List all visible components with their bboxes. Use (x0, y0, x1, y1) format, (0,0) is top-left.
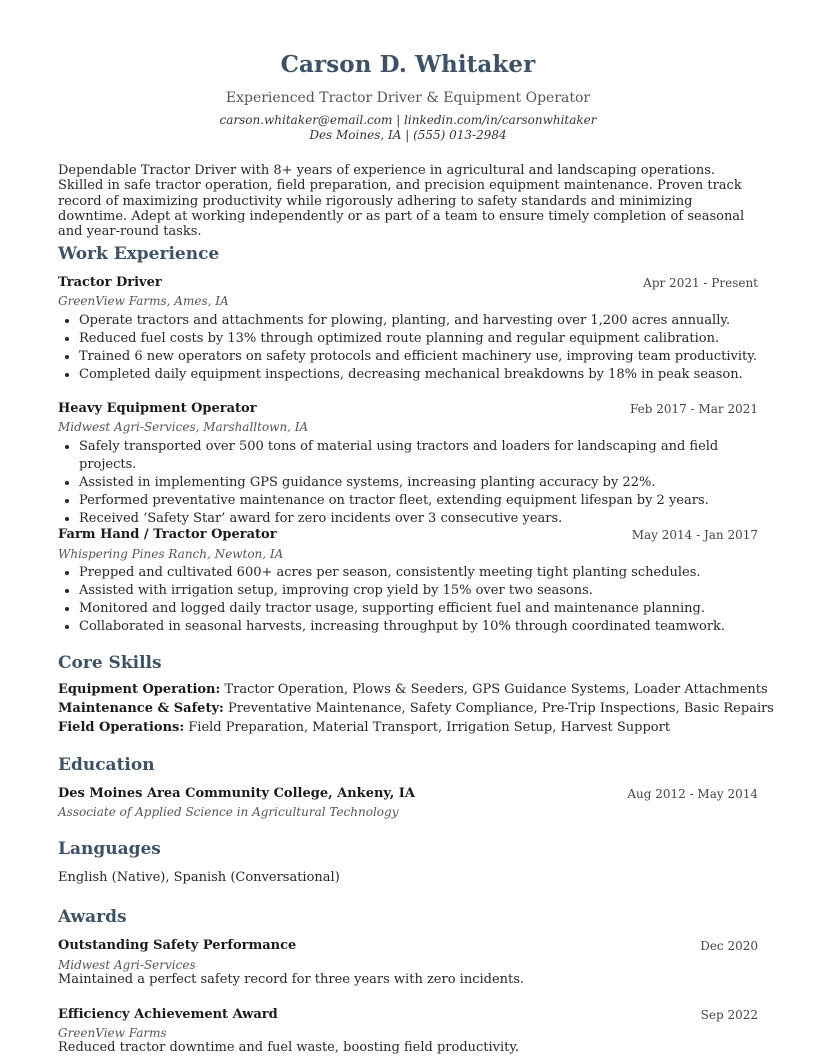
job-bullets (58, 438, 759, 528)
section-title-skills: Core Skills (58, 653, 162, 673)
list-item: • Completed daily equipment inspections, decreasing mechanical breakdowns by 18% in peak season. (79, 366, 759, 384)
education-degree: Associate of Applied Science in Agricultural Technology (58, 805, 399, 819)
skill-line (58, 701, 774, 716)
list-item: • Safely transported over 500 tons of material using tractors and loaders for landscaping and field projects. (79, 438, 759, 474)
job-title: Heavy Equipment Operator (58, 401, 257, 416)
contact-line-location-phone: Des Moines, IA | (555) 013-2984 (309, 128, 507, 142)
summary-paragraph: Dependable Tractor Driver with 8+ years of experience in agricultural and landscaping operations. Skilled in safe tractor operation, field preparation, and precision equipment maintenance. Proven track record of maximizing productivity while rigorously adhering to safety standards and minimizing downtime. Adept at working independently or as part of a team to ensure timely completion of seasonal and year-round tasks. (58, 163, 745, 240)
candidate-name: Carson D. Whitaker (280, 51, 536, 78)
award-organization: Midwest Agri-Services (58, 958, 196, 972)
job-dates: May 2014 - Jan 2017 (631, 528, 758, 542)
list-item: • Operate tractors and attachments for plowing, planting, and harvesting over 1,200 acres annually. (79, 312, 759, 330)
award-title: Outstanding Safety Performance (58, 938, 297, 953)
headline: Experienced Tractor Driver & Equipment Operator (225, 90, 591, 106)
award-description: Maintained a perfect safety record for three years with zero incidents. (58, 972, 525, 987)
job-bullets (58, 564, 759, 636)
award-description: Reduced tractor downtime and fuel waste, boosting field productivity. (58, 1040, 520, 1055)
list-item: • Received ‘Safety Star’ award for zero incidents over 3 consecutive years. (79, 510, 759, 528)
skill-values: Preventative Maintenance, Safety Compliance, Pre-Trip Inspections, Basic Repairs (227, 701, 774, 716)
section-title-education: Education (58, 755, 155, 775)
skill-category: Maintenance & Safety: (58, 701, 224, 716)
education-dates: Aug 2012 - May 2014 (627, 787, 758, 801)
list-item: • Monitored and logged daily tractor usage, supporting efficient fuel and maintenance planning. (79, 600, 759, 618)
education-school: Des Moines Area Community College, Ankeny, IA (58, 786, 415, 801)
job-organization: Midwest Agri-Services, Marshalltown, IA (58, 420, 309, 434)
list-item: • Performed preventative maintenance on tractor fleet, extending equipment lifespan by 2 years. (79, 492, 759, 510)
list-item: • Prepped and cultivated 600+ acres per season, consistently meeting tight planting schedules. (79, 564, 759, 582)
job-title: Tractor Driver (58, 275, 162, 290)
award-date: Sep 2022 (700, 1008, 758, 1022)
list-item: • Assisted with irrigation setup, improving crop yield by 15% over two seasons. (79, 582, 759, 600)
skill-line (58, 720, 670, 735)
list-item: • Assisted in implementing GPS guidance systems, increasing planting accuracy by 22%. (79, 474, 759, 492)
skill-values: Field Preparation, Material Transport, Irrigation Setup, Harvest Support (188, 720, 671, 735)
languages-text: English (Native), Spanish (Conversational) (58, 870, 340, 885)
contact-line-email-linkedin: carson.whitaker@email.com | linkedin.com/in/carsonwhitaker (219, 113, 597, 127)
skill-category: Field Operations: (58, 720, 185, 735)
section-title-experience: Work Experience (58, 244, 220, 264)
job-bullets (58, 312, 759, 384)
award-date: Dec 2020 (700, 939, 758, 953)
award-organization: GreenView Farms (58, 1026, 167, 1040)
job-organization: Whispering Pines Ranch, Newton, IA (58, 547, 284, 561)
list-item: • Collaborated in seasonal harvests, increasing throughput by 10% through coordinated teamwork. (79, 618, 759, 636)
list-item: • Trained 6 new operators on safety protocols and efficient machinery use, improving team productivity. (79, 348, 759, 366)
award-title: Efficiency Achievement Award (58, 1007, 278, 1022)
job-organization: GreenView Farms, Ames, IA (58, 294, 229, 308)
section-title-awards: Awards (58, 907, 127, 927)
job-title: Farm Hand / Tractor Operator (58, 527, 277, 542)
job-dates: Feb 2017 - Mar 2021 (629, 402, 758, 416)
skill-values: Tractor Operation, Plows & Seeders, GPS Guidance Systems, Loader Attachments (224, 682, 768, 697)
skill-category: Equipment Operation: (58, 682, 221, 697)
job-dates: Apr 2021 - Present (643, 276, 758, 290)
skill-line (58, 682, 768, 697)
section-title-languages: Languages (58, 839, 161, 859)
list-item: • Reduced fuel costs by 13% through optimized route planning and regular equipment calibration. (79, 330, 759, 348)
